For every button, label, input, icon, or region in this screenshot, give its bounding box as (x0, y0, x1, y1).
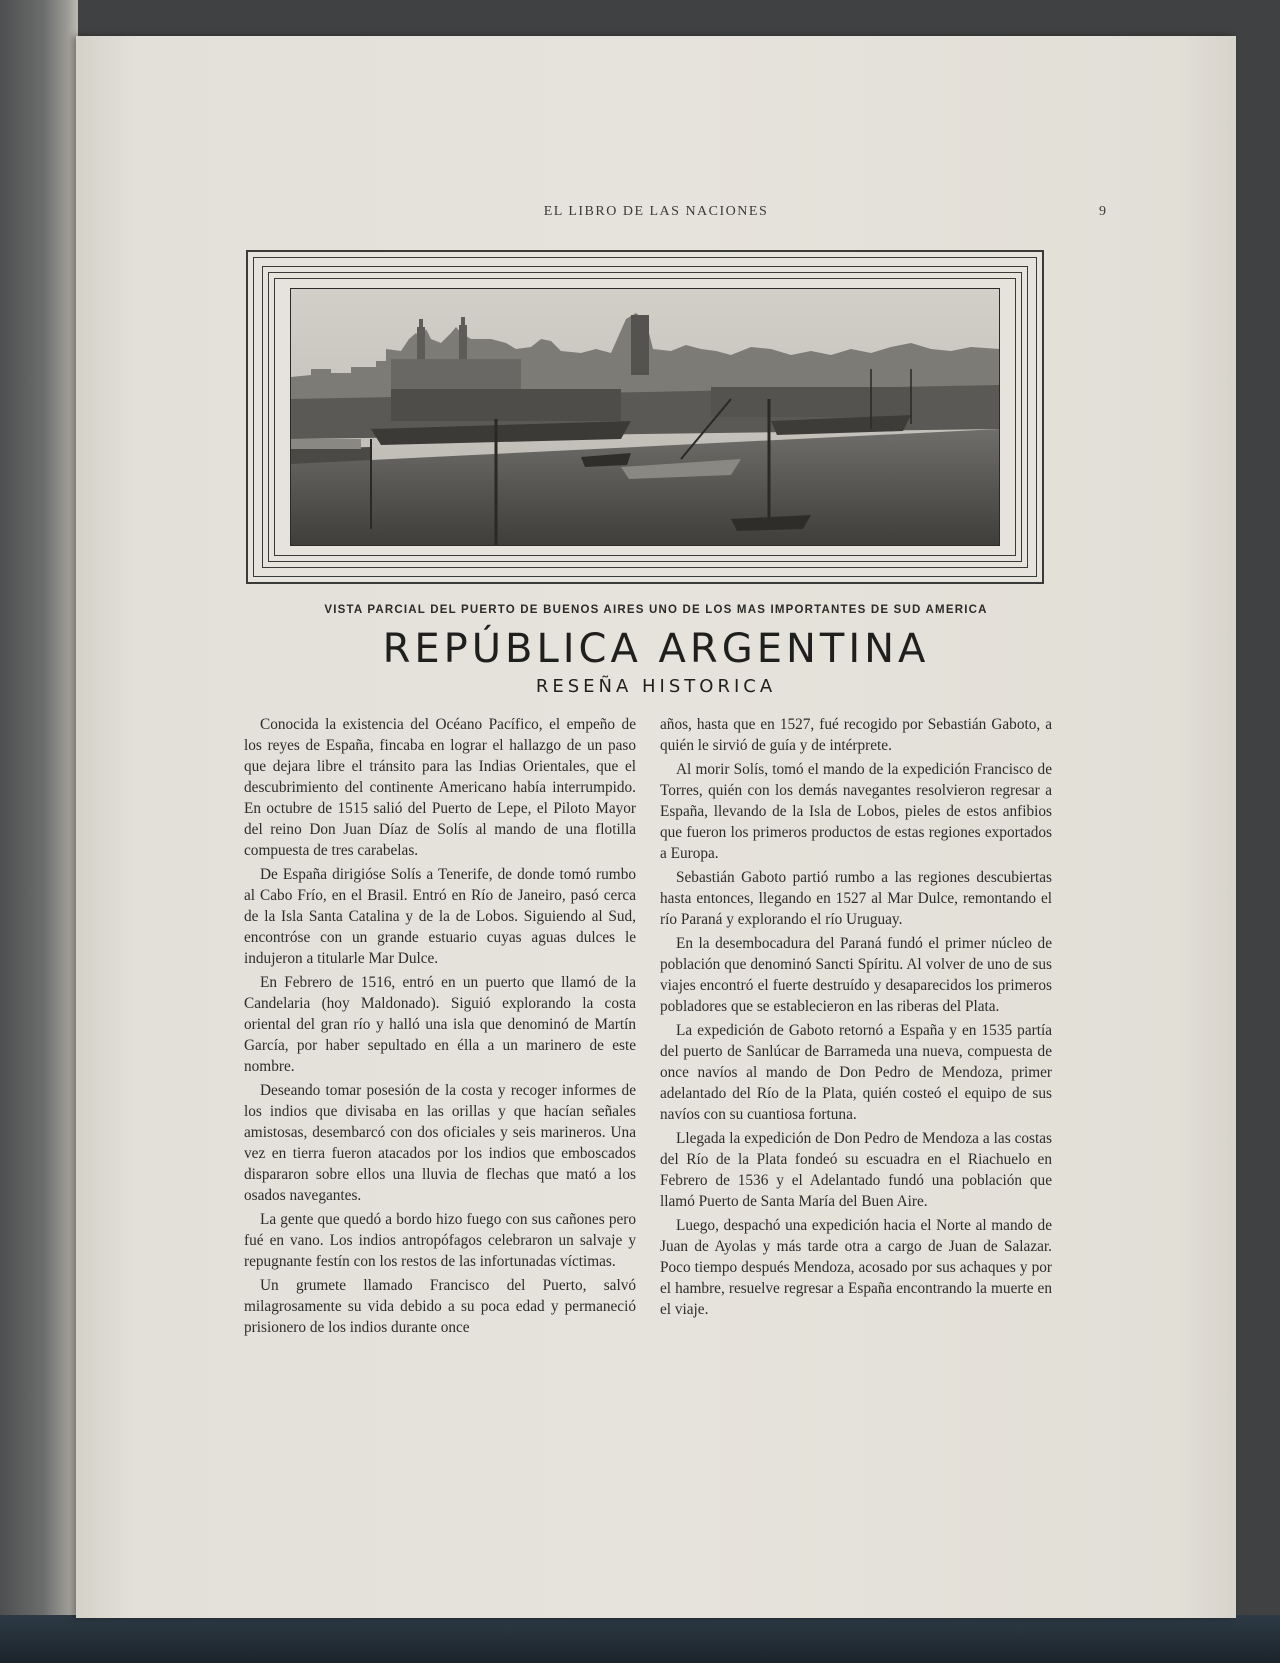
book-page (76, 36, 1236, 1618)
paragraph: Al morir Solís, tomó el mando de la expedición Francisco de Torres, quién con los demás navegantes resolvieron regresar a España, llevando de la Isla de Lobos, pieles de estos anfibios que fueron los primeros productos de estas regiones exportados a Europa. (660, 761, 1052, 862)
photo-frame (246, 250, 1044, 584)
page-number: 9 (1099, 204, 1106, 219)
paragraph: La gente que quedó a bordo hizo fuego con sus cañones pero fué en vano. Los indios antropófagos celebraron un salvaje y repugnante festín con los restos de las infortunadas víctimas. (244, 1211, 636, 1270)
article-subtitle: RESEÑA HISTORICA (535, 676, 777, 697)
paragraph: Conocida la existencia del Océano Pacífico, el empeño de los reyes de España, fincaba en lograr el hallazgo de un paso que dejara libre el tránsito para las Indias Orientales, que el descubrimiento del continente Americano había interrumpido. En octubre de 1515 salió del Puerto de Lepe, el Piloto Mayor del reino Don Juan Díaz de Solís al mando de una flotilla compuesta de tres carabelas. (244, 716, 636, 859)
running-header (76, 204, 1236, 220)
paragraph: Llegada la expedición de Don Pedro de Mendoza a las costas del Río de la Plata fondeó su escuadra en el Riachuelo en Febrero de 1536 y el Adelantado fundó una población que llamó Puerto de Santa María del Buen Aire. (660, 1130, 1052, 1210)
paragraph: años, hasta que en 1527, fué recogido por Sebastián Gaboto, a quién le sirvió de guía y de intérprete. (660, 716, 1052, 754)
paragraph: Deseando tomar posesión de la costa y recoger informes de los indios que divisaba en las orillas y que hacían señales amistosas, desembarcó con dos oficiales y seis marineros. Una vez en tierra fueron atacados por los indios que emboscados dispararon sobre ellos una lluvia de flechas que mató a los osados navegantes. (244, 1082, 636, 1204)
left-text-column (244, 714, 636, 1341)
book-binding-gutter (0, 0, 78, 1663)
paragraph: Un grumete llamado Francisco del Puerto, salvó milagrosamente su vida debido a su poca edad y permaneció prisionero de los indios durante once (244, 1277, 636, 1336)
harbor-photograph (290, 288, 1000, 546)
running-title: EL LIBRO DE LAS NACIONES (543, 204, 769, 219)
paragraph: La expedición de Gaboto retornó a España y en 1535 partía del puerto de Sanlúcar de Barrameda una nueva, compuesta de once navíos al mando de Don Pedro de Mendoza, primer adelantado del Río de la Plata, quién costeó el equipo de sus navíos con su cuantiosa fortuna. (660, 1022, 1052, 1123)
paragraph: Luego, despachó una expedición hacia el Norte al mando de Juan de Ayolas y más tarde otra a cargo de Juan de Salazar. Poco tiempo después Mendoza, acosado por sus achaques y por el hambre, resuelve regresar a España encontrando la muerte en el viaje. (660, 1217, 1052, 1318)
paragraph: En Febrero de 1516, entró en un puerto que llamó de la Candelaria (hoy Maldonado). Siguió explorando la costa oriental del gran río y halló una isla que denominó de Martín García, por haber sepultado en élla a un marinero de este nombre. (244, 974, 636, 1075)
article-title: REPÚBLICA ARGENTINA (382, 626, 930, 672)
book-cover-edge (0, 1615, 1280, 1663)
paragraph: En la desembocadura del Paraná fundó el primer núcleo de población que denominó Sancti Spíritu. Al volver de uno de sus viajes encontró el fuerte destruído y desaparecidos los primeros pobladores que se establecieron en las riberas del Plata. (660, 935, 1052, 1015)
paragraph: Sebastián Gaboto partió rumbo a las regiones descubiertas hasta entonces, llegando en 1527 al Mar Dulce, remontando el río Paraná y explorando el río Uruguay. (660, 869, 1052, 928)
photo-caption: VISTA PARCIAL DEL PUERTO DE BUENOS AIRES UNO DE LOS MAS IMPORTANTES DE SUD AMERICA (324, 604, 988, 616)
paragraph: De España dirigióse Solís a Tenerife, de donde tomó rumbo al Cabo Frío, en el Brasil. Entró en Río de Janeiro, pasó cerca de la Isla Santa Catalina y de la de Lobos. Siguiendo al Sud, encontróse con un grande estuario cuyas aguas dulces le indujeron a titularle Mar Dulce. (244, 866, 636, 967)
right-text-column (660, 714, 1052, 1323)
